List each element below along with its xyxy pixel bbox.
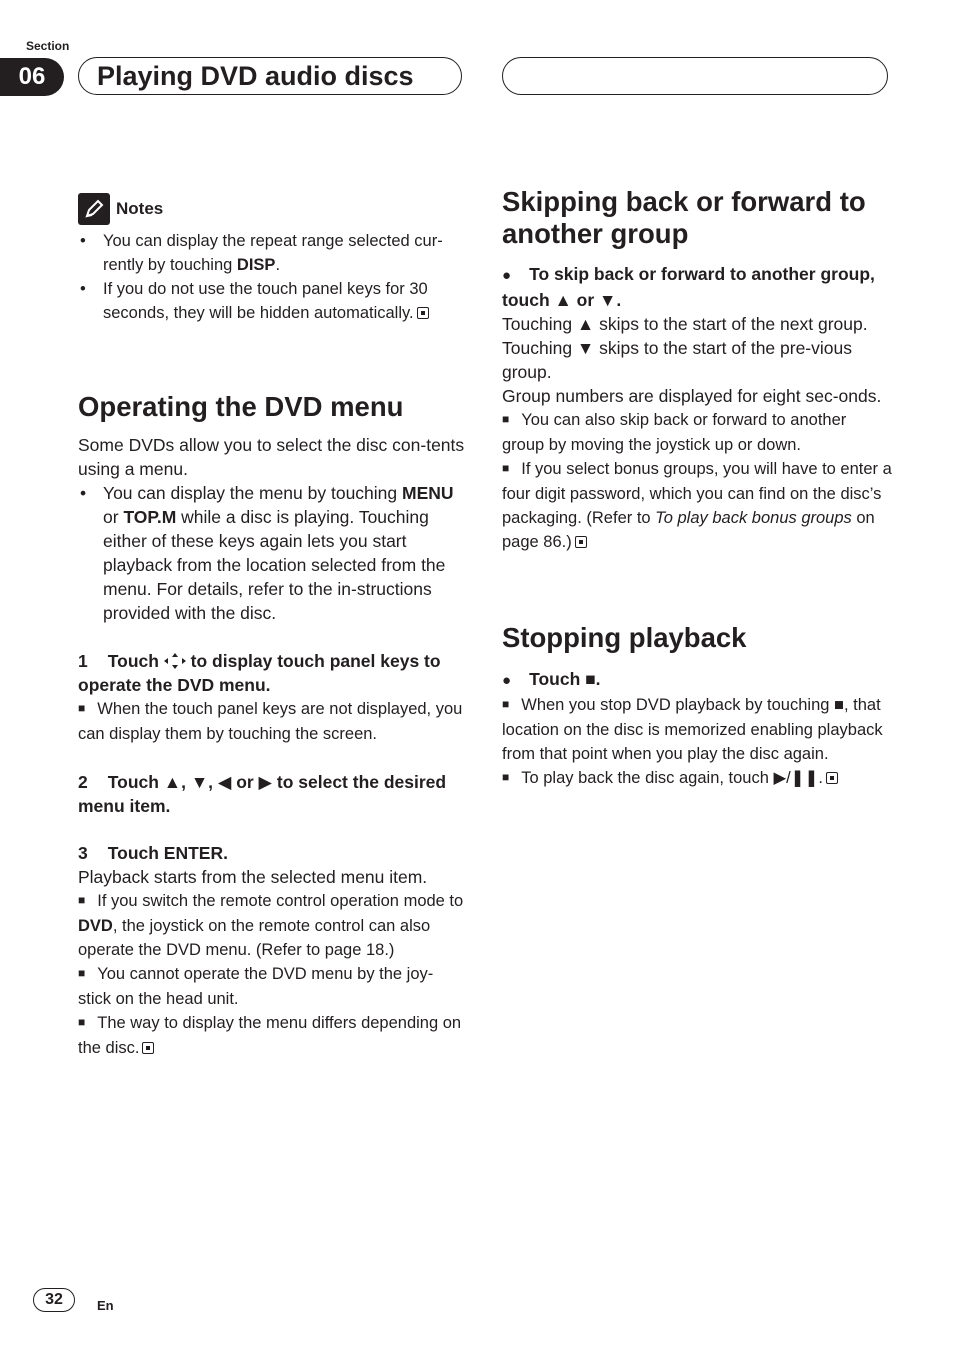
heading-skip-group: Skipping back or forward to another group xyxy=(502,186,866,249)
page-number: 32 xyxy=(33,1288,75,1312)
pencil-icon xyxy=(78,193,110,225)
stop-note-1: ■ When you stop DVD playback by touching ■, that location on the disc is memorized enabling playback from that point when you play the disc again. xyxy=(502,696,883,763)
heading-stopping-playback: Stopping playback xyxy=(502,622,747,653)
end-mark-icon xyxy=(575,536,587,548)
skip-group-step: ● To skip back or forward to another group, touch ▲ or ▼. xyxy=(502,264,875,310)
skip-group-note-2: ■ If you select bonus groups, you will have to enter a four digit password, which you can find on the disc’s packaging. (Refer to To play back bonus groups on page 86.) xyxy=(502,460,892,551)
list-item: • If you do not use the touch panel keys for 30 seconds, they will be hidden automatically. xyxy=(78,277,466,325)
dvd-menu-note-2: ■ You cannot operate the DVD menu by the joy-stick on the head unit. xyxy=(78,965,434,1008)
step-3-body: Playback starts from the selected menu item. xyxy=(78,867,428,887)
end-mark-icon xyxy=(826,772,838,784)
end-mark-icon xyxy=(142,1042,154,1054)
joystick-arrows-icon xyxy=(164,651,186,671)
chapter-title: Playing DVD audio discs xyxy=(78,57,462,95)
notes-header xyxy=(78,193,466,225)
skip-group-body-1: Touching ▲ skips to the start of the next group. Touching ▼ skips to the start of the pre-vious group. xyxy=(502,314,868,382)
section-number-badge: 06 xyxy=(0,58,64,96)
list-item: • You can display the repeat range selected cur-rently by touching DISP. xyxy=(78,229,466,277)
dvd-menu-intro: Some DVDs allow you to select the disc con-tents using a menu. xyxy=(78,435,465,479)
notes-title: Notes xyxy=(116,199,164,218)
heading-operating-dvd-menu: Operating the DVD menu xyxy=(78,391,404,422)
list-item: • You can display the menu by touching MENU or TOP.M while a disc is playing. Touching either of these keys again lets you start playback from the location selected from the menu. For details, refer to the in-structions provided with the disc. xyxy=(78,481,466,625)
notes-list xyxy=(78,229,466,325)
stop-note-2: ■ To play back the disc again, touch ▶/❚❚. xyxy=(502,766,892,791)
dvd-menu-note-1: ■ If you switch the remote control operation mode to DVD, the joystick on the remote control can also operate the DVD menu. (Refer to page 18.) xyxy=(78,892,464,959)
left-column xyxy=(78,193,466,1060)
right-column xyxy=(502,186,892,791)
skip-group-body-2: Group numbers are displayed for eight sec-onds. xyxy=(502,386,882,406)
step-2: 2 Touch ▲, ▼, ◀ or ▶ to select the desired menu item. xyxy=(78,772,447,816)
header-blank-pill xyxy=(502,57,888,95)
section-label: Section xyxy=(26,39,70,53)
step-1: 1 Touch to display touch panel keys to operate the DVD menu. xyxy=(78,651,441,695)
language-label: En xyxy=(97,1298,114,1313)
stop-step: ● Touch ■. xyxy=(502,669,601,689)
skip-group-note-1: ■ You can also skip back or forward to another group by moving the joystick up or down. xyxy=(502,411,847,454)
end-mark-icon xyxy=(417,307,429,319)
dvd-menu-note-3: ■ The way to display the menu differs depending on the disc. xyxy=(78,1014,462,1057)
step-1-note: ■ When the touch panel keys are not displayed, you can display them by touching the screen. xyxy=(78,700,463,743)
dvd-menu-bullets xyxy=(78,481,466,625)
step-3: 3 Touch ENTER. xyxy=(78,843,228,863)
